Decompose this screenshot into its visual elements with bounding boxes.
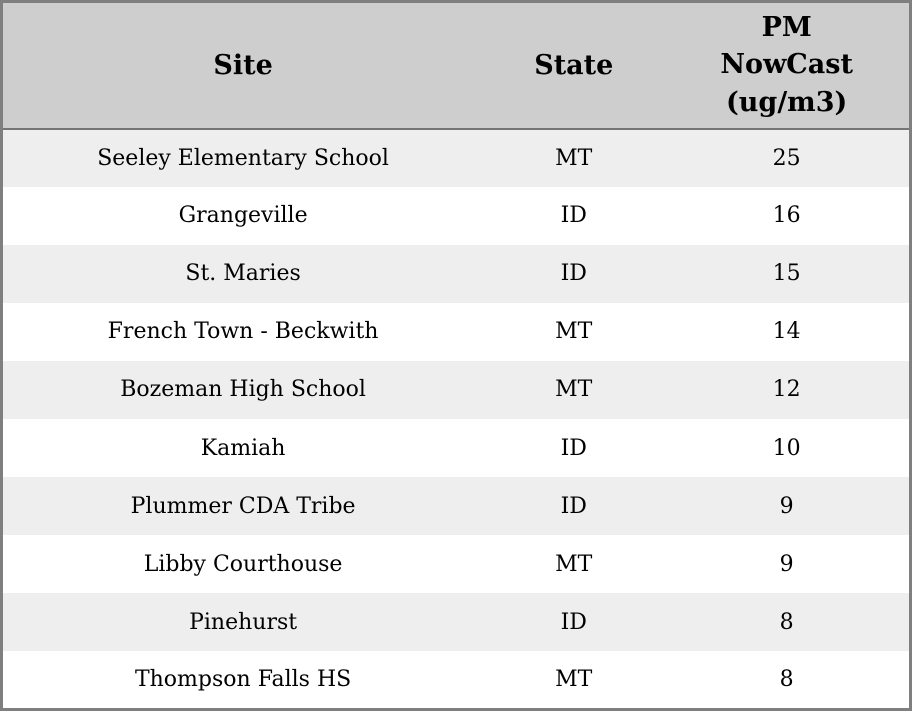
pm-cell: 14: [772, 319, 801, 345]
state-cell: MT: [555, 145, 593, 171]
table-row: [2, 535, 911, 593]
column-header-pm-nowcast-label: PM NowCast (ug/m3): [720, 11, 853, 119]
table-row: [2, 361, 911, 419]
pm-cell: 16: [772, 203, 801, 229]
site-cell: Plummer CDA Tribe: [130, 493, 356, 519]
site-cell: French Town - Beckwith: [107, 319, 379, 345]
site-cell: Pinehurst: [189, 609, 298, 635]
state-cell: MT: [555, 377, 593, 403]
site-cell: Kamiah: [200, 435, 286, 461]
table-row: [2, 129, 911, 187]
state-cell: MT: [555, 551, 593, 577]
pm-cell: 8: [779, 609, 794, 635]
state-cell: ID: [560, 435, 587, 461]
table-row: [2, 303, 911, 361]
state-cell: ID: [560, 261, 587, 287]
site-cell: St. Maries: [185, 261, 301, 287]
column-header-site-label: Site: [213, 49, 273, 81]
column-header-state-label: State: [534, 49, 614, 81]
site-cell: Libby Courthouse: [143, 551, 343, 577]
table-header: [2, 2, 911, 129]
table-row: [2, 187, 911, 245]
column-header-pm-nowcast: [664, 2, 910, 129]
pm-cell: 12: [772, 377, 801, 403]
table-row: [2, 593, 911, 651]
column-header-site: [2, 2, 484, 129]
state-cell: ID: [560, 203, 587, 229]
table-row: [2, 419, 911, 477]
pm-cell: 15: [772, 261, 801, 287]
pm-cell: 9: [779, 551, 794, 577]
table-row: [2, 651, 911, 709]
pm-cell: 10: [772, 435, 801, 461]
state-cell: ID: [560, 493, 587, 519]
site-cell: Bozeman High School: [120, 377, 366, 403]
state-cell: MT: [555, 667, 593, 693]
table-row: [2, 477, 911, 535]
pm-cell: 25: [772, 145, 801, 171]
table-row: [2, 245, 911, 303]
header-row: [2, 2, 911, 129]
site-cell: Grangeville: [178, 203, 308, 229]
column-header-state: [483, 2, 664, 129]
site-cell: Thompson Falls HS: [134, 667, 352, 693]
pm-cell: 8: [779, 667, 794, 693]
table-body: [2, 129, 911, 710]
state-cell: ID: [560, 609, 587, 635]
pm-cell: 9: [779, 493, 794, 519]
site-cell: Seeley Elementary School: [97, 145, 389, 171]
state-cell: MT: [555, 319, 593, 345]
